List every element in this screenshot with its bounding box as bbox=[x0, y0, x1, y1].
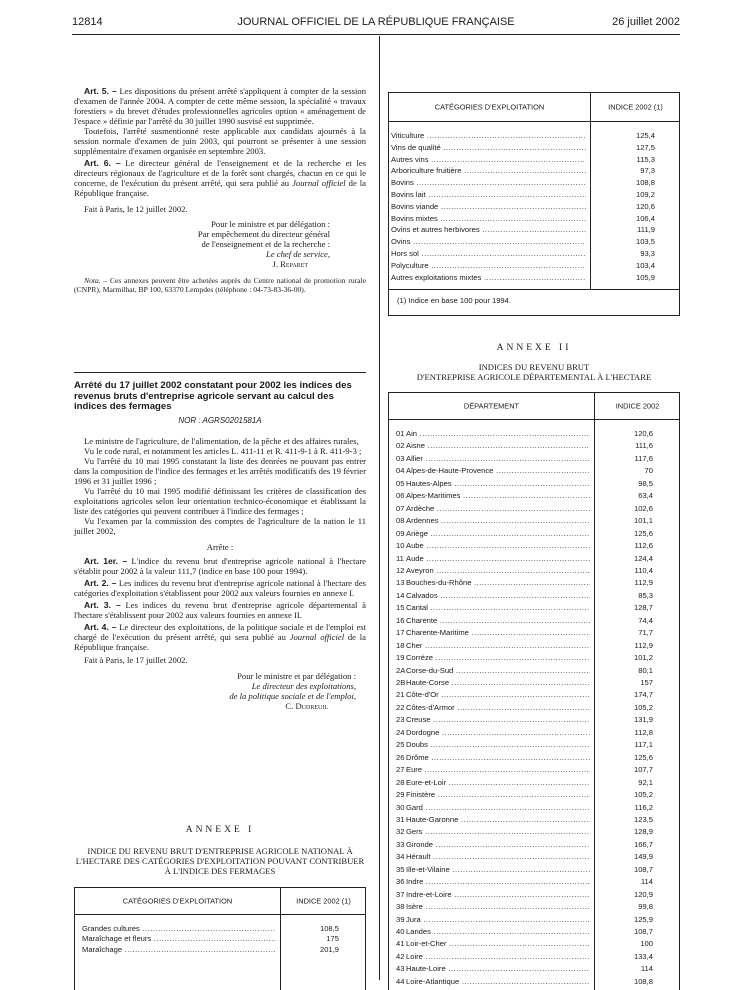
row-value: 149,9 bbox=[633, 852, 653, 862]
annexe-1-title: ANNEXE I bbox=[185, 825, 255, 835]
table-row bbox=[389, 778, 679, 788]
table-row bbox=[389, 715, 679, 725]
table-row bbox=[389, 815, 679, 825]
row-value: 71,7 bbox=[638, 628, 653, 638]
dept-code: 24 bbox=[396, 727, 405, 737]
row-value: 133,4 bbox=[633, 951, 653, 961]
row-value: 102,6 bbox=[633, 503, 653, 513]
row-value: 112,6 bbox=[634, 541, 653, 551]
dept-code: 18 bbox=[396, 640, 405, 650]
left-column bbox=[74, 86, 366, 294]
table-row bbox=[389, 566, 679, 576]
row-value: 106,4 bbox=[635, 213, 655, 223]
row-value: 101,2 bbox=[633, 653, 653, 663]
table-row bbox=[389, 678, 679, 688]
table-row bbox=[389, 261, 679, 271]
row-label: Alpes-de-Haute-Provence ..... bbox=[406, 466, 590, 476]
row-value: 85,3 bbox=[638, 590, 653, 600]
table-row bbox=[389, 915, 679, 925]
row-value: 125,6 bbox=[633, 528, 653, 538]
row-value: 166,7 bbox=[633, 839, 653, 849]
table-row bbox=[389, 554, 679, 564]
row-label: Aisne ..... bbox=[406, 441, 590, 451]
categories-table-part2: CATÉGORIES D'EXPLOITATION INDICE 2002 (1) Viticulture ..... 125,4 Vins de qualité ..... 127,5 Autres vins ..... 115,3 Arboriculture fruitière ..... 97,3 Bovins ..... 108,8 Bovins lait ..... 109,2 Bovins viande ..... 120,6 Bovins mixtes ..... 106,4 Ovins et autres herbivores ..... 111,9 Ovins ..... 103,5 Hors sol ..... 93,3 Polyculture ..... 103,4 Autres exploitations mixtes ..... 105,9 bbox=[388, 92, 680, 290]
dept-code: 39 bbox=[396, 914, 405, 924]
row-label: Grandes cultures ..... bbox=[82, 924, 275, 934]
row-label: Aube ..... bbox=[406, 541, 590, 551]
row-value: 120,6 bbox=[635, 201, 655, 211]
row-label: Charente ..... bbox=[406, 616, 590, 626]
row-value: 112,9 bbox=[634, 578, 653, 588]
departements-table: DÉPARTEMENT INDICE 2002 01 Ain ..... 120,6 02 Aisne ..... 111,6 03 Allier ..... 117,6 04 Alpes-de-Haute-Provence ..... 70 05 Hautes-Alpes ..... 98,5 06 Alpes-Maritimes ..... 63,4 07 Ardèche ..... 102,6 08 Ardennes ..... 101,1 09 Ariège ..... 125,6 10 Aube ..... 112,6 11 Aude ..... 124,4 12 Aveyron ..... 110,4 13 Bouches-du-Rhône ..... 112,9 14 Calvados ..... 85,3 15 Cantal ..... 128,7 16 Charente ..... 74,4 17 Charente-Maritime ..... 71,7 18 Cher ..... 112,9 19 Corrèze ..... 101,2 2A Corse-du-Sud ..... 80,1 2B Haute-Corse ..... 157 21 Côte-d'Or ..... 174,7 22 Côtes-d'Armor ..... 105,2 23 Creuse ..... 131,9 24 Dordogne ..... 112,8 25 Doubs ..... 117,1 26 Drôme ..... 125,6 27 Eure ..... 107,7 28 Eure-et-Loir ..... 92,1 29 Finistère ..... 105,2 30 Gard ..... 116,2 31 Haute-Garonne ..... 123,5 32 Gers ..... 128,9 33 Gironde ..... 166,7 34 Hérault ..... 149,9 35 Ille-et-Vilaine ..... 108,7 36 Indre ..... 114 37 Indre-et-Loire ..... 120,9 38 Isère ..... 99,8 39 Jura ..... 125,9 40 Landes ..... 108,7 41 Loir-et-Cher ..... 100 42 Loire ..... 133,4 43 Haute-Loire ..... 114 44 Loire-Atlantique ..... 108,8 bbox=[388, 392, 680, 990]
table-row bbox=[389, 653, 679, 663]
row-label: Ariège ..... bbox=[406, 529, 590, 539]
row-value: 114 bbox=[640, 877, 653, 887]
dept-code: 31 bbox=[396, 814, 405, 824]
table-row bbox=[389, 131, 679, 141]
table-row bbox=[389, 454, 679, 464]
row-label: Gironde ..... bbox=[406, 840, 590, 850]
row-value: 97,3 bbox=[640, 166, 655, 176]
row-value: 174,7 bbox=[633, 690, 653, 700]
dept-code: 06 bbox=[396, 491, 405, 501]
row-value: 128,7 bbox=[633, 603, 653, 613]
row-label: Bovins ..... bbox=[391, 178, 586, 188]
row-label: Loire-Atlantique ..... bbox=[406, 977, 590, 987]
table-row bbox=[75, 934, 365, 944]
row-label: Jura ..... bbox=[406, 915, 590, 925]
row-label: Eure-et-Loir ..... bbox=[406, 778, 590, 788]
table-row bbox=[389, 516, 679, 526]
table-row bbox=[389, 666, 679, 676]
row-value: 105,2 bbox=[633, 790, 653, 800]
dept-code: 01 bbox=[396, 429, 405, 438]
row-value: 120,9 bbox=[633, 889, 653, 899]
row-value: 123,5 bbox=[633, 814, 653, 824]
dept-code: 37 bbox=[396, 889, 405, 899]
table-footnote: (1) Indice en base 100 pour 1994. bbox=[397, 296, 511, 305]
row-label: Creuse ..... bbox=[406, 715, 590, 725]
table-row bbox=[389, 178, 679, 188]
arrete-section: Arrêté du 17 juillet 2002 constatant pour 2002 les indices des revenus bruts d'entreprise agricole servant au calcul des indices des fermages NOR : AGRS0201581A Le ministre de l'agriculture, de l'alimentation, de la pêche et des affaires rurales, Vu le code rural, et notamment les articles L. 411-11 et R. 411-9-1 à R. 411-9-3 ; Vu l'arrêté du 10 mai 1995 constatant la liste des denrées ne pouvant pas entrer dans la composition de l'indice des fermages et les arrêtés modificatifs des 19 février 1996 et 31 juillet 1996 ; Vu l'arrêté du 10 mai 1995 modifié définissant les critères de classification des exploitations agricoles selon leur orientation technico-économique et établissant la liste des catégories qui peuvent contribuer à l'indice des fermages ; Vu l'examen par la commission des comptes de l'agriculture de la nation le 11 juillet 2002, Arrête : Art. 1er. – L'indice du revenu brut d'entreprise agricole national à l'hectare s'établit pour 2002 à la valeur 111,7 (indice en base 100 pour 1994). Art. 2. – Les indices du revenu brut d'entreprise agricole national à l'hectare des catégories d'exploitation s'établissent pour 2002 aux valeurs fournies en annexe I. Art. 3. – Les indices du revenu brut d'entreprise agricole départemental à l'hectare s'établissent pour 2002 aux valeurs fournies en annexe II. Art. 4. – Le directeur des exploitations, de la politique sociale et de l'emploi est chargé de l'exécution du présent arrêté, qui sera publié au Journal officiel de la République française. Fait à Paris, le 17 juillet 2002. Pour le ministre et par délégation : Le directeur des exploitations, de la politique sociale et de l'emploi, C. Dudreuil bbox=[74, 380, 366, 711]
nota: Nota. – Ces annexes peuvent être achetées auprès du Centre national de promotion rurale (CNPR), Marmilhat, BP 100, 63370 Lempdes (téléphone : 04-73-83-36-00). bbox=[74, 276, 366, 294]
dept-code: 27 bbox=[396, 765, 405, 775]
row-value: 105,9 bbox=[635, 272, 655, 282]
row-value: 201,9 bbox=[319, 944, 339, 954]
row-value: 108,8 bbox=[633, 976, 653, 986]
row-value: 120,6 bbox=[633, 429, 653, 438]
row-label: Hérault ..... bbox=[406, 852, 590, 862]
table-row bbox=[389, 155, 679, 165]
table-row bbox=[389, 479, 679, 489]
table-row bbox=[389, 214, 679, 224]
signature-block-2: Pour le ministre et par délégation : Le directeur des exploitations, de la politique sociale et de l'emploi, C. Dudreuil bbox=[229, 670, 356, 711]
row-label: Allier ..... bbox=[406, 454, 590, 464]
fait-paris-1: Fait à Paris, le 12 juillet 2002. bbox=[84, 204, 188, 214]
dept-code: 2B bbox=[396, 678, 406, 687]
table-row bbox=[389, 628, 679, 638]
dept-code: 2A bbox=[396, 665, 406, 675]
dept-code: 25 bbox=[396, 740, 405, 750]
row-value: 125,6 bbox=[633, 752, 653, 762]
table-row bbox=[389, 728, 679, 738]
annexe-1-subtitle: INDICE DU REVENU BRUT D'ENTREPRISE AGRICOLE NATIONAL À L'HECTARE DES CATÉGORIES D'EXPLOITATION POUVANT CONTRIBUER À L'INDICE DES FERMAGES bbox=[75, 846, 365, 876]
table-row bbox=[389, 491, 679, 501]
row-label: Vins de qualité ..... bbox=[391, 143, 586, 153]
annexe-2-subtitle: INDICES DU REVENU BRUT D'ENTREPRISE AGRICOLE DÉPARTEMENTAL À L'HECTARE bbox=[416, 362, 652, 382]
table-row bbox=[389, 273, 679, 283]
table-row bbox=[389, 504, 679, 514]
row-label: Arboriculture fruitière ..... bbox=[391, 166, 586, 176]
signature-block-1: Pour le ministre et par délégation : Par empêchement du directeur général de l'enseignement et de la recherche : Le chef de service, J. Reparet bbox=[197, 219, 330, 269]
row-label: Ain ..... bbox=[406, 429, 590, 439]
table-row bbox=[389, 790, 679, 800]
dept-code: 05 bbox=[396, 478, 405, 488]
dept-code: 44 bbox=[396, 976, 405, 986]
dept-code: 41 bbox=[396, 939, 405, 949]
dept-code: 13 bbox=[396, 578, 405, 588]
dept-code: 34 bbox=[396, 852, 405, 862]
table-row bbox=[389, 890, 679, 900]
row-value: 110,4 bbox=[634, 565, 653, 575]
annexe-2-title: ANNEXE II bbox=[496, 343, 572, 353]
table-row bbox=[389, 466, 679, 476]
dept-code: 35 bbox=[396, 864, 405, 874]
row-label: Aveyron ..... bbox=[406, 566, 590, 576]
issue-date: 26 juillet 2002 bbox=[612, 16, 680, 28]
row-value: 112,9 bbox=[634, 640, 653, 650]
nor-code: NOR : AGRS0201581A bbox=[178, 415, 262, 425]
row-value: 100 bbox=[640, 939, 653, 949]
dept-code: 42 bbox=[396, 951, 405, 961]
dept-code: 03 bbox=[396, 453, 405, 463]
row-label: Dordogne ..... bbox=[406, 728, 590, 738]
page-number: 12814 bbox=[72, 16, 103, 28]
dept-code: 38 bbox=[396, 902, 405, 912]
dept-code: 36 bbox=[396, 877, 405, 887]
arrete-word: Arrête : bbox=[206, 541, 234, 552]
table-row bbox=[389, 225, 679, 235]
row-label: Autres exploitations mixtes ..... bbox=[391, 273, 586, 283]
table-row bbox=[389, 877, 679, 887]
table-row bbox=[389, 578, 679, 588]
row-value: 109,2 bbox=[635, 190, 655, 199]
dept-code: 32 bbox=[396, 827, 405, 837]
row-label: Bovins mixtes ..... bbox=[391, 214, 586, 224]
table-row bbox=[389, 591, 679, 601]
row-label: Aude ..... bbox=[406, 554, 590, 564]
row-value: 128,9 bbox=[633, 827, 653, 837]
dept-code: 33 bbox=[396, 839, 405, 849]
row-label: Gard ..... bbox=[406, 803, 590, 813]
table-row bbox=[389, 441, 679, 451]
row-label: Hors sol ..... bbox=[391, 249, 586, 259]
row-value: 101,1 bbox=[633, 516, 653, 526]
row-value: 108,5 bbox=[319, 924, 339, 933]
row-label: Bovins viande ..... bbox=[391, 202, 586, 212]
dept-code: 22 bbox=[396, 702, 405, 712]
row-value: 98,5 bbox=[638, 478, 653, 488]
row-label: Doubs ..... bbox=[406, 740, 590, 750]
row-value: 99,8 bbox=[638, 902, 653, 912]
dept-code: 15 bbox=[396, 603, 405, 613]
header-rule bbox=[72, 34, 680, 35]
row-label: Bovins lait ..... bbox=[391, 190, 586, 200]
table-row bbox=[389, 939, 679, 949]
row-label: Côtes-d'Armor ..... bbox=[406, 703, 590, 713]
row-label: Indre ..... bbox=[406, 877, 590, 887]
dept-code: 14 bbox=[396, 590, 405, 600]
table-row bbox=[389, 166, 679, 176]
row-value: 63,4 bbox=[638, 491, 653, 501]
table-row bbox=[389, 840, 679, 850]
table-row bbox=[75, 945, 365, 955]
row-label: Loir-et-Cher ..... bbox=[406, 939, 590, 949]
row-label: Gers ..... bbox=[406, 827, 590, 837]
table-row bbox=[389, 703, 679, 713]
row-label: Indre-et-Loire ..... bbox=[406, 890, 590, 900]
row-label: Autres vins ..... bbox=[391, 155, 586, 165]
row-label: Viticulture ..... bbox=[391, 131, 586, 141]
row-value: 108,8 bbox=[635, 178, 655, 188]
table-row bbox=[389, 429, 679, 439]
row-label: Maraîchage ..... bbox=[82, 945, 275, 955]
dept-code: 30 bbox=[396, 802, 405, 812]
row-label: Ovins et autres herbivores ..... bbox=[391, 225, 586, 235]
table-row bbox=[389, 927, 679, 937]
dept-code: 26 bbox=[396, 752, 405, 762]
row-value: 105,2 bbox=[633, 702, 653, 712]
row-label: Ardennes ..... bbox=[406, 516, 590, 526]
table-row bbox=[389, 529, 679, 539]
dept-code: 28 bbox=[396, 777, 405, 787]
row-value: 108,7 bbox=[633, 864, 653, 874]
row-value: 157 bbox=[640, 678, 653, 687]
table-row bbox=[389, 249, 679, 259]
row-label: Bouches-du-Rhône ..... bbox=[406, 578, 590, 588]
dept-code: 21 bbox=[396, 690, 405, 700]
row-label: Isère ..... bbox=[406, 902, 590, 912]
row-value: 127,5 bbox=[635, 142, 655, 152]
dept-code: 19 bbox=[396, 653, 405, 663]
row-label: Landes ..... bbox=[406, 927, 590, 937]
row-value: 112,8 bbox=[634, 727, 653, 737]
row-label: Ille-et-Vilaine ..... bbox=[406, 865, 590, 875]
row-label: Calvados ..... bbox=[406, 591, 590, 601]
row-label: Finistère ..... bbox=[406, 790, 590, 800]
table-row bbox=[389, 977, 679, 987]
table-row bbox=[389, 690, 679, 700]
row-value: 92,1 bbox=[638, 777, 653, 787]
arrete-title: Arrêté du 17 juillet 2002 constatant pour 2002 les indices des revenus bruts d'entreprise agricole servant au calcul des indices des fermages bbox=[74, 380, 352, 412]
row-value: 125,9 bbox=[633, 914, 653, 924]
table-row bbox=[389, 803, 679, 813]
row-label: Haute-Loire ..... bbox=[406, 964, 590, 974]
table-row bbox=[389, 952, 679, 962]
dept-code: 17 bbox=[396, 628, 405, 638]
row-value: 116,2 bbox=[634, 802, 653, 812]
table-row bbox=[389, 603, 679, 613]
row-value: 124,4 bbox=[633, 553, 653, 563]
row-label: Loire ..... bbox=[406, 952, 590, 962]
dept-code: 12 bbox=[396, 565, 405, 575]
row-label: Côte-d'Or ..... bbox=[406, 690, 590, 700]
column-divider bbox=[379, 36, 380, 980]
art5-paragraph-2: Toutefois, l'arrêté susmentionné reste applicable aux candidats ajournés à la session normale d'examen de juin 2003, qui pourront se présenter à une session supplémentaire d'examen organisée en septembre 2003. bbox=[74, 126, 366, 156]
row-value: 103,4 bbox=[635, 260, 655, 270]
page-header bbox=[72, 16, 680, 32]
dept-code: 09 bbox=[396, 528, 405, 538]
row-label: Maraîchage et fleurs ..... bbox=[82, 934, 275, 944]
row-label: Ardèche ..... bbox=[406, 504, 590, 514]
row-value: 93,3 bbox=[640, 249, 655, 258]
table-row bbox=[389, 964, 679, 974]
row-label: Ovins ..... bbox=[391, 237, 586, 247]
dept-code: 29 bbox=[396, 790, 405, 800]
art6-paragraph: Art. 6. – Le directeur général de l'enseignement et de la recherche et les directeurs régionaux de l'agriculture et de la forêt sont chargés, chacun en ce qui le concerne, de l'exécution du présent arrêté, qui sera publié au Journal officiel de la République française. bbox=[74, 158, 366, 198]
row-label: Charente-Maritime ..... bbox=[406, 628, 590, 638]
art5-paragraph: Art. 5. – Les dispositions du présent arrêté s'appliquent à compter de la session d'examen de l'année 2004. A compter de cette même session, la spécialité « travaux forestiers » du brevet d'études professionnelles agricoles option « aménagement de l'espace » définie par l'arrêté du 30 juillet 1990 susvisé est supprimée. bbox=[74, 86, 366, 126]
row-value: 131,9 bbox=[633, 715, 653, 725]
section-rule bbox=[74, 372, 366, 373]
row-value: 108,7 bbox=[633, 927, 653, 936]
row-value: 107,7 bbox=[633, 765, 653, 775]
table-row bbox=[389, 765, 679, 775]
table-row bbox=[389, 616, 679, 626]
row-value: 70 bbox=[644, 466, 653, 476]
row-value: 115,3 bbox=[636, 154, 655, 164]
fait-paris-2: Fait à Paris, le 17 juillet 2002. bbox=[84, 654, 188, 665]
row-value: 114 bbox=[640, 964, 653, 974]
table-row bbox=[389, 902, 679, 912]
table-row bbox=[389, 237, 679, 247]
table-row bbox=[389, 827, 679, 837]
dept-code: 10 bbox=[396, 541, 405, 551]
table-row bbox=[389, 740, 679, 750]
dept-code: 23 bbox=[396, 715, 405, 725]
row-label: Eure ..... bbox=[406, 765, 590, 775]
table-row bbox=[389, 541, 679, 551]
table-row bbox=[389, 852, 679, 862]
categories-table-part1: CATÉGORIES D'EXPLOITATION INDICE 2002 (1) Grandes cultures ..... 108,5 Maraîchage et fleurs ..... 175 Maraîchage ..... 201,9 bbox=[74, 887, 366, 990]
table-row bbox=[75, 924, 365, 934]
table-row bbox=[389, 865, 679, 875]
dept-code: 11 bbox=[396, 553, 404, 563]
row-label: Cher ..... bbox=[406, 641, 590, 651]
row-value: 74,4 bbox=[638, 615, 653, 625]
dept-code: 43 bbox=[396, 964, 405, 974]
table-row bbox=[389, 641, 679, 651]
table-row bbox=[389, 753, 679, 763]
row-value: 117,1 bbox=[634, 740, 653, 750]
row-label: Alpes-Maritimes ..... bbox=[406, 491, 590, 501]
dept-code: 02 bbox=[396, 441, 405, 451]
row-label: Corse-du-Sud ..... bbox=[406, 666, 590, 676]
row-value: 111,9 bbox=[637, 225, 655, 235]
table-footnote-box bbox=[388, 290, 680, 316]
dept-code: 16 bbox=[396, 615, 405, 625]
row-label: Polyculture ..... bbox=[391, 261, 586, 271]
row-label: Haute-Corse ..... bbox=[406, 678, 590, 688]
journal-title: JOURNAL OFFICIEL DE LA RÉPUBLIQUE FRANÇAISE bbox=[237, 16, 515, 28]
row-label: Hautes-Alpes ..... bbox=[406, 479, 590, 489]
dept-code: 40 bbox=[396, 927, 405, 936]
row-value: 111,6 bbox=[635, 441, 653, 451]
dept-code: 08 bbox=[396, 516, 405, 526]
table-row bbox=[389, 190, 679, 200]
row-value: 117,6 bbox=[634, 453, 653, 463]
dept-code: 07 bbox=[396, 503, 405, 513]
dept-code: 04 bbox=[396, 466, 405, 476]
row-value: 175 bbox=[326, 934, 339, 944]
row-value: 103,5 bbox=[635, 237, 655, 247]
row-label: Haute-Garonne ..... bbox=[406, 815, 590, 825]
table-row bbox=[389, 202, 679, 212]
row-label: Drôme ..... bbox=[406, 753, 590, 763]
row-value: 125,4 bbox=[635, 131, 655, 140]
row-label: Cantal ..... bbox=[406, 603, 590, 613]
row-value: 80,1 bbox=[638, 665, 653, 675]
table-row bbox=[389, 143, 679, 153]
row-label: Corrèze ..... bbox=[406, 653, 590, 663]
